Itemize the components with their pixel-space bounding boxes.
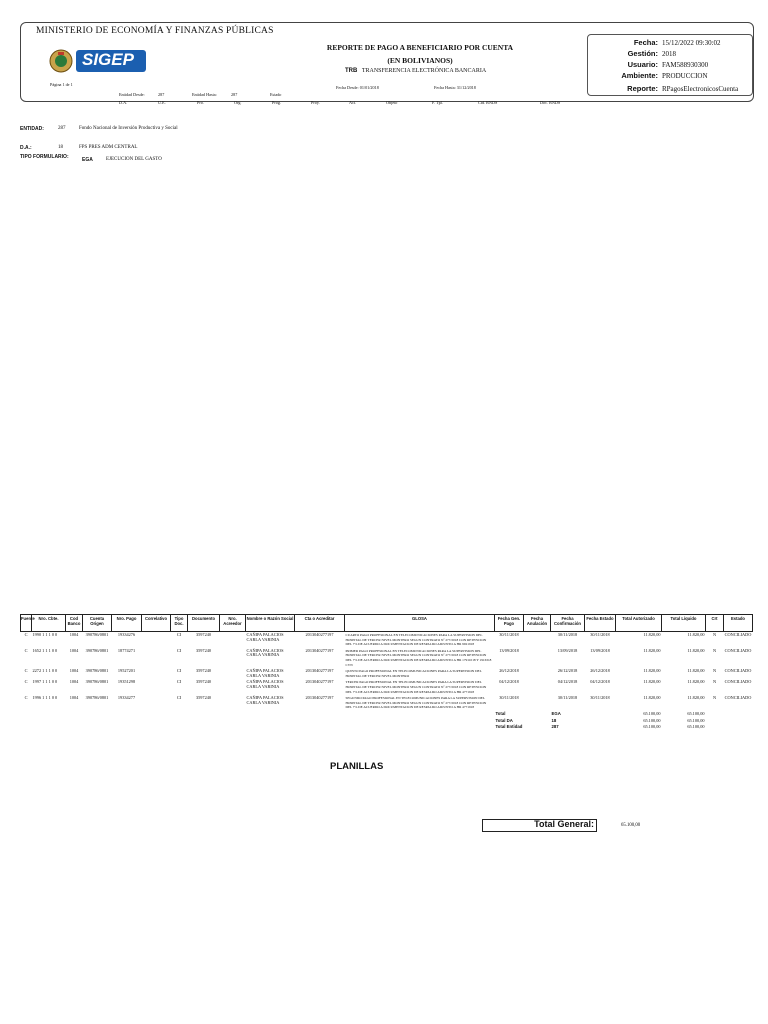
- col-fecha-estado: Fecha Estado: [585, 615, 616, 632]
- cell-corr: [142, 632, 171, 648]
- col-cta-acreditar: Cta o Acreditar: [295, 615, 345, 632]
- tipo-formulario-label: TIPO FORMULARIO:: [20, 154, 69, 160]
- usuario-value: FAM588930300: [662, 61, 709, 69]
- ambiente-value: PRODUCCION: [662, 72, 708, 80]
- cell-liq: 11.820,00: [687, 647, 705, 653]
- col-nombre: Nombre o Razón Social: [246, 615, 295, 632]
- cell-liq: 11.820,00: [687, 668, 705, 674]
- report-title: REPORTE DE PAGO A BENEFICIARIO POR CUENTA: [326, 43, 514, 52]
- subcol-objeto: Objeto: [386, 100, 398, 105]
- cell-nombre: CAÑIPA PALACIOS CARLA VARINIA: [246, 647, 284, 658]
- cell-cbte: 1997 1 1 1 0 0: [32, 679, 58, 685]
- subcol-act: Act.: [349, 100, 357, 105]
- reporte-label: Reporte:: [627, 84, 658, 93]
- cell-tipo: CI: [176, 647, 182, 653]
- total-autorizado: 65.100,00: [643, 724, 661, 730]
- cell-pago: 19334276: [117, 632, 136, 637]
- col-correlativo: Correlativo: [142, 615, 171, 632]
- cell-gen: 04/12/2018: [499, 679, 519, 685]
- cell-acreedor: [220, 648, 246, 668]
- table-body: [21, 632, 753, 731]
- cell-doc: 3597240: [195, 632, 212, 637]
- cell-cta: 2013040277197: [305, 695, 334, 701]
- cell-banco: 1004: [69, 647, 79, 653]
- gestion-label: Gestión:: [627, 49, 658, 58]
- cell-doc: 3597240: [195, 647, 212, 653]
- entidad-hasta: 287: [231, 92, 238, 97]
- cell-est: 30/11/2018: [590, 632, 610, 637]
- entidad-name: Fondo Nacional de Inversión Productiva y Social: [79, 126, 178, 131]
- logo-text: SIGEP: [82, 50, 134, 69]
- cell-aut: 11.820,00: [643, 695, 661, 701]
- col-fecha-gen-pago: Fecha Gen. Pago: [495, 615, 524, 632]
- usuario-label: Usuario:: [627, 60, 658, 69]
- fecha-desde: Fecha Desde: 01/01/2018: [336, 85, 379, 90]
- cell-acreedor: [220, 632, 246, 648]
- cell-est: 30/11/2018: [590, 695, 610, 701]
- trb-label: TRB: [345, 68, 358, 74]
- cell-gen: 26/12/2018: [499, 668, 519, 674]
- cell-crt: N: [712, 695, 717, 701]
- col-fecha-confirmacion: Fecha Confirmación: [551, 615, 585, 632]
- da-label: D.A.:: [20, 145, 32, 151]
- cell-fuente: C: [24, 632, 28, 637]
- col-tipo-doc: Tipo Doc.: [171, 615, 188, 632]
- entidad-code: 287: [58, 126, 66, 131]
- total-label: Total DA: [495, 717, 513, 723]
- cell-aut: 11.820,00: [643, 679, 661, 685]
- tipo-formulario-name: EJECUCION DEL GASTO: [106, 157, 162, 162]
- cell-corr: [142, 679, 171, 695]
- total-liquido: 65.100,00: [687, 717, 705, 723]
- table-row: [21, 679, 753, 695]
- cell-fuente: C: [24, 679, 28, 685]
- da-name: FPS PRES ADM CENTRAL: [79, 145, 138, 150]
- total-spacer: [21, 724, 495, 731]
- cell-fuente: C: [24, 695, 28, 701]
- cell-liq: 11.820,00: [687, 632, 705, 637]
- cell-pago: 19351298: [117, 679, 136, 685]
- fecha-hasta: Fecha Hasta: 31/12/2018: [434, 85, 476, 90]
- cell-crt: N: [712, 679, 717, 685]
- entidad-label: ENTIDAD:: [20, 126, 44, 132]
- subcol-org: Org.: [234, 100, 242, 105]
- entidad-desde: 287: [158, 92, 165, 97]
- cell-aut: 11.820,00: [643, 632, 661, 637]
- gestion-value: 2018: [662, 50, 676, 58]
- total-liquido: 65.100,00: [687, 724, 705, 730]
- total-general-label: Total General:: [534, 819, 594, 829]
- cell-cuenta: 390786/0801: [85, 695, 109, 701]
- cell-anul: [524, 668, 551, 679]
- total-code: 18: [551, 717, 557, 723]
- cell-conf: 26/12/2018: [557, 668, 578, 674]
- cell-cta: 2013040277197: [305, 632, 334, 637]
- cell-anul: [524, 648, 551, 668]
- total-spacer-end: [706, 711, 753, 718]
- total-spacer-end: [706, 724, 753, 731]
- cell-cta: 2013040277197: [305, 668, 334, 674]
- cell-glosa: SEGUNDO PAGO PROFESIONAL EN TELECOMUNICACIONES PARA LA SUPERVISION DEL HOSPITAL DE TERCER NIVEL MONTERO SEGUN CONTRATO Nº 277/2018 CON RETENCION DEL 7% DE ACUERDO A DOCUMENTACION DE RESPALDO ADJUNTO A HR 4771918: [345, 696, 487, 710]
- cell-tipo: CI: [176, 632, 182, 637]
- total-label: Total Entidad: [495, 724, 523, 730]
- planillas-title: PLANILLAS: [330, 761, 384, 772]
- col-documento: Documento: [188, 615, 220, 632]
- cell-tipo: CI: [176, 679, 182, 685]
- total-spacer: [21, 711, 495, 718]
- cell-banco: 1004: [69, 695, 79, 701]
- subcol-ftpl: F. Tpl.: [432, 100, 443, 105]
- cell-glosa: PRIMER PAGO PROFESIONAL EN TELECOMUNICACIONES PARA LA SUPERVISION DEL HOSPITAL DE TERCER NIVEL MONTERO SEGUN CONTRATO Nº 277/2018 CON RETENCION DEL 7% DE ACUERDO A DOCUMENTACION DE RESPALDO ADJUNTO A HR 17911018 Y 1916318 CVN: [345, 648, 492, 667]
- cell-estado: CONCILIADO: [724, 632, 752, 637]
- subcol-ue: U.E.: [158, 100, 166, 105]
- total-row: [21, 711, 753, 718]
- cell-glosa: TERCER PAGO PROFESIONAL EN TELECOMUNICACIONES PARA LA SUPERVISION DEL HOSPITAL DE TERCER NIVEL MONTERO SEGUN CONTRATO Nº 277/2018 CON RETENCION DEL 7% DE ACUERDO A DOCUMENTACION DE RESPALDO ADJUNTO A HR 4771918: [345, 680, 487, 694]
- cell-cuenta: 390786/0801: [85, 679, 109, 685]
- subcol-prog: Prog.: [272, 100, 281, 105]
- col-crt: Crt: [706, 615, 724, 632]
- cell-conf: 13/09/2018: [557, 647, 578, 653]
- col-nro-pago: Nro. Pago: [112, 615, 142, 632]
- col-total-autorizado: Total Autorizado: [616, 615, 662, 632]
- subcol-ctd-rnds: Ctd. RNDS: [478, 100, 498, 105]
- cell-tipo: CI: [176, 668, 182, 674]
- sigep-logo: [48, 46, 148, 76]
- cell-cta: 2013040277197: [305, 679, 334, 685]
- cell-estado: CONCILIADO: [724, 668, 752, 674]
- cell-aut: 11.820,00: [643, 647, 661, 653]
- total-general-value: 65.100,00: [621, 823, 641, 828]
- cell-nombre: CAÑIPA PALACIOS CARLA VARINIA: [246, 695, 284, 705]
- cell-cta: 2013040277197: [305, 647, 334, 653]
- table-row: [21, 648, 753, 668]
- total-row: [21, 724, 753, 731]
- cell-cuenta: 390786/0801: [85, 632, 109, 637]
- col-fecha-anulacion: Fecha Anulación: [524, 615, 551, 632]
- cell-pago: 18774271: [117, 647, 136, 653]
- cell-anul: [524, 679, 551, 695]
- cell-est: 13/09/2018: [590, 647, 610, 653]
- total-liquido: 65.100,00: [687, 710, 705, 716]
- cell-acreedor: [220, 668, 246, 679]
- total-autorizado: 65.100,00: [643, 710, 661, 716]
- total-code: 287: [551, 724, 559, 730]
- cell-banco: 1004: [69, 632, 79, 637]
- cell-pago: 19334277: [117, 695, 136, 701]
- total-code: EGA: [551, 710, 561, 716]
- total-spacer-end: [706, 718, 753, 725]
- cell-estado: CONCILIADO: [724, 679, 752, 685]
- subcol-pro: Pro.: [197, 100, 204, 105]
- entidad-hasta-label: Entidad Hasta:: [192, 92, 217, 97]
- tipo-formulario-code: EGA: [82, 157, 93, 163]
- cell-anul: [524, 695, 551, 711]
- total-autorizado: 65.100,00: [643, 717, 661, 723]
- cell-conf: 30/11/2018: [557, 632, 578, 637]
- cell-liq: 11.820,00: [687, 679, 705, 685]
- ambiente-label: Ambiente:: [621, 71, 658, 80]
- col-nro-cbte: Nro. Cbte.: [32, 615, 66, 632]
- cell-glosa: QUINTO PAGO PROFESIONAL EN TELECOMUNICACIONES PARA LA SUPERVISION DEL HOSPITAL DE TERCER NIVEL MONTERO: [345, 669, 482, 678]
- table-row: [21, 632, 753, 648]
- fecha-label: Fecha:: [633, 38, 658, 47]
- reporte-value: RPagosElectronicosCuenta: [662, 85, 739, 93]
- total-label: Total: [495, 710, 506, 716]
- cell-anul: [524, 632, 551, 648]
- cell-cbte: 1990 1 1 1 0 0: [32, 632, 58, 637]
- cell-corr: [142, 668, 171, 679]
- col-estado: Estado: [724, 615, 753, 632]
- cell-est: 26/12/2018: [590, 668, 610, 674]
- col-total-liquido: Total Líquido: [662, 615, 706, 632]
- cell-corr: [142, 648, 171, 668]
- estado-label: Estado: [270, 92, 282, 97]
- subcol-proy: Proy.: [311, 100, 320, 105]
- cell-crt: N: [712, 647, 717, 653]
- col-cuenta-origen: Cuenta Origen: [83, 615, 112, 632]
- cell-nombre: CAÑIPA PALACIOS CARLA VARINIA: [246, 679, 284, 689]
- col-glosa: GLOSA: [345, 615, 495, 632]
- trb-value: TRANSFERENCIA ELECTRÓNICA BANCARIA: [361, 68, 487, 74]
- cell-doc: 3597240: [195, 695, 212, 701]
- cell-est: 04/12/2018: [590, 679, 610, 685]
- cell-cbte: 1652 1 1 1 0 0: [32, 647, 58, 653]
- cell-cbte: 1996 1 1 1 0 0: [32, 695, 58, 701]
- table-header-row: [21, 615, 753, 632]
- total-spacer: [21, 718, 495, 725]
- cell-corr: [142, 695, 171, 711]
- total-row: [21, 718, 753, 725]
- cell-cbte: 2272 1 1 1 0 0: [32, 668, 58, 674]
- cell-conf: 30/11/2018: [557, 695, 578, 701]
- cell-gen: 30/11/2018: [499, 632, 519, 637]
- fecha-value: 15/12/2022 09:30:02: [662, 39, 721, 47]
- cell-conf: 04/12/2018: [557, 679, 578, 685]
- payments-table: [20, 614, 753, 731]
- ministry-name: MINISTERIO DE ECONOMÍA Y FINANZAS PÚBLICAS: [36, 26, 274, 36]
- cell-fuente: C: [24, 647, 28, 653]
- cell-pago: 19527201: [117, 668, 136, 674]
- col-cod-banco: Cod Banco: [66, 615, 83, 632]
- cell-nombre: CAÑIPA PALACIOS CARLA VARINIA: [246, 632, 284, 642]
- cell-crt: N: [712, 668, 717, 674]
- report-subtitle: (EN BOLIVIANOS): [387, 56, 453, 65]
- trb-line: [345, 68, 486, 74]
- cell-crt: N: [712, 632, 717, 637]
- cell-cuenta: 390786/0801: [85, 668, 109, 674]
- col-nro-acreedor: Nro. Acreedor: [220, 615, 246, 632]
- report-info-box: [587, 34, 753, 96]
- cell-liq: 11.820,00: [687, 695, 705, 701]
- cell-banco: 1004: [69, 668, 79, 674]
- cell-fuente: C: [24, 668, 28, 674]
- cell-aut: 11.820,00: [643, 668, 661, 674]
- cell-cuenta: 390786/0801: [85, 647, 109, 653]
- entidad-desde-label: Entidad Desde:: [119, 92, 145, 97]
- total-general-box: [482, 819, 597, 832]
- cell-estado: CONCILIADO: [724, 695, 752, 701]
- subcol-da: D.A.: [119, 100, 128, 105]
- table-row: [21, 668, 753, 679]
- page-number: Página 1 de 1: [50, 82, 73, 87]
- col-fuente: Fuente: [21, 615, 32, 632]
- cell-banco: 1004: [69, 679, 79, 685]
- cell-estado: CONCILIADO: [724, 647, 752, 653]
- da-code: 18: [58, 145, 63, 150]
- cell-gen: 13/09/2018: [499, 647, 519, 653]
- cell-acreedor: [220, 695, 246, 711]
- subcol-doc-rnds: Doc. RNDS: [540, 100, 561, 105]
- cell-acreedor: [220, 679, 246, 695]
- cell-doc: 3597240: [195, 668, 212, 674]
- cell-doc: 3597240: [195, 679, 212, 685]
- cell-glosa: CUARTO PAGO PROFESIONAL EN TELECOMUNICACIONES PARA LA SUPERVISION DEL HOSPITAL DE TERCER NIVEL MONTERO SEGUN CONTRATO Nº 277/2018 CON RETENCION DEL 7% DE ACUERDO A DOCUMENTACION DE RESPALDO ADJUNTO A HR 9921918: [345, 633, 487, 647]
- cell-nombre: CAÑIPA PALACIOS CARLA VARINIA: [246, 668, 284, 678]
- cell-gen: 30/11/2018: [499, 695, 519, 701]
- cell-tipo: CI: [176, 695, 182, 701]
- table-row: [21, 695, 753, 711]
